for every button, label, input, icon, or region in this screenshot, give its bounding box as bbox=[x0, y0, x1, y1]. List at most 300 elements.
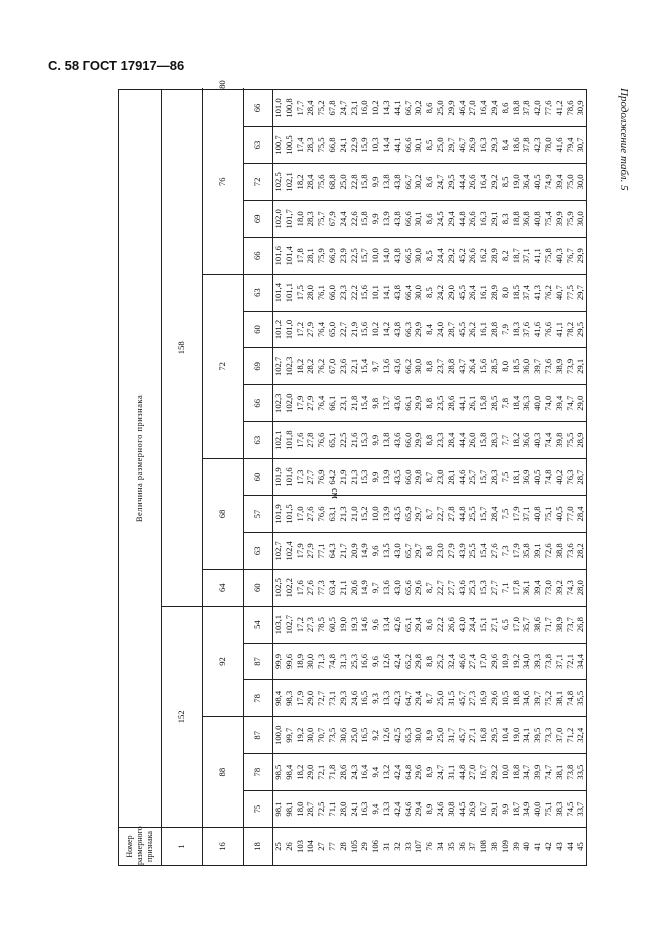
value-cell: 43,5 bbox=[392, 459, 403, 496]
value-cell: 38,3 bbox=[554, 791, 565, 828]
feature-number-cell: 45 bbox=[575, 828, 586, 866]
table-row bbox=[424, 89, 435, 865]
value-cell: 29,4 bbox=[413, 791, 424, 828]
value-cell: 27,9 bbox=[305, 311, 316, 348]
value-cell: 9,7 bbox=[370, 348, 381, 385]
page-header: С. 58 ГОСТ 17917—86 bbox=[48, 58, 185, 73]
value-cell: 73,3 bbox=[543, 717, 554, 754]
table-row bbox=[435, 89, 446, 865]
value-cell: 37,0 bbox=[554, 717, 565, 754]
value-cell: 40,2 bbox=[554, 459, 565, 496]
value-cell: 46,6 bbox=[457, 643, 468, 680]
value-cell: 17,9 bbox=[511, 495, 522, 532]
value-cell: 29,0 bbox=[446, 274, 457, 311]
value-cell: 102,7 bbox=[273, 532, 284, 569]
value-cell: 45,5 bbox=[457, 274, 468, 311]
value-cell: 16,8 bbox=[478, 717, 489, 754]
value-cell: 73,9 bbox=[565, 348, 576, 385]
value-cell: 8,5 bbox=[424, 274, 435, 311]
value-cell: 30,0 bbox=[413, 717, 424, 754]
value-cell: 64,6 bbox=[403, 791, 414, 828]
value-cell: 19,0 bbox=[511, 717, 522, 754]
value-cell: 41,1 bbox=[532, 237, 543, 274]
value-cell: 28,7 bbox=[305, 791, 316, 828]
value-cell: 45,5 bbox=[457, 311, 468, 348]
value-cell: 36,0 bbox=[521, 348, 532, 385]
value-cell: 67,9 bbox=[327, 200, 338, 237]
value-cell: 101,9 bbox=[273, 495, 284, 532]
table-row bbox=[381, 89, 392, 865]
value-cell: 74,8 bbox=[565, 680, 576, 717]
waist-col-header: 63 bbox=[244, 422, 273, 459]
value-cell: 72,1 bbox=[565, 643, 576, 680]
value-cell: 15,8 bbox=[478, 422, 489, 459]
value-cell: 29,2 bbox=[489, 754, 500, 791]
value-cell: 26,1 bbox=[467, 385, 478, 422]
value-cell: 28,9 bbox=[489, 274, 500, 311]
value-cell: 27,6 bbox=[305, 495, 316, 532]
value-cell: 19,3 bbox=[349, 606, 360, 643]
height-group-header: 152 bbox=[162, 606, 203, 827]
value-cell: 17,3 bbox=[295, 459, 306, 496]
value-cell: 41,6 bbox=[532, 311, 543, 348]
value-cell: 75,2 bbox=[316, 89, 327, 126]
value-cell: 18,8 bbox=[511, 754, 522, 791]
value-cell: 76,4 bbox=[316, 311, 327, 348]
value-cell: 10,0 bbox=[500, 754, 511, 791]
value-cell: 25,2 bbox=[435, 643, 446, 680]
value-cell: 17,9 bbox=[511, 532, 522, 569]
value-cell: 29,3 bbox=[338, 680, 349, 717]
value-cell: 44,8 bbox=[457, 495, 468, 532]
value-cell: 99,6 bbox=[284, 643, 295, 680]
value-cell: 30,0 bbox=[413, 348, 424, 385]
value-cell: 37,6 bbox=[521, 311, 532, 348]
value-cell: 15,1 bbox=[478, 606, 489, 643]
value-cell: 24,4 bbox=[467, 606, 478, 643]
feature-number-cell: 44 bbox=[565, 828, 576, 866]
table-row bbox=[403, 89, 414, 865]
value-cell: 22,5 bbox=[338, 422, 349, 459]
value-cell: 9,2 bbox=[370, 717, 381, 754]
value-cell: 25,3 bbox=[349, 643, 360, 680]
value-cell: 8,9 bbox=[424, 754, 435, 791]
value-cell: 20,6 bbox=[349, 569, 360, 606]
value-cell: 38,9 bbox=[554, 606, 565, 643]
value-cell: 40,8 bbox=[532, 200, 543, 237]
value-cell: 98,4 bbox=[273, 680, 284, 717]
waist-col-header: 78 bbox=[244, 754, 273, 791]
value-cell: 27,8 bbox=[446, 495, 457, 532]
value-cell: 101,9 bbox=[273, 459, 284, 496]
value-cell: 18,0 bbox=[295, 791, 306, 828]
value-cell: 15,2 bbox=[359, 495, 370, 532]
value-cell: 27,7 bbox=[305, 459, 316, 496]
value-cell: 13,4 bbox=[381, 606, 392, 643]
table-row bbox=[532, 89, 543, 865]
value-cell: 26,6 bbox=[446, 606, 457, 643]
value-cell: 8,6 bbox=[500, 89, 511, 126]
value-cell: 30,1 bbox=[413, 127, 424, 164]
value-cell: 29,8 bbox=[413, 459, 424, 496]
value-cell: 14,2 bbox=[381, 311, 392, 348]
value-cell: 30,7 bbox=[575, 127, 586, 164]
value-cell: 9,9 bbox=[370, 459, 381, 496]
value-cell: 77,0 bbox=[565, 495, 576, 532]
value-cell: 18,2 bbox=[511, 422, 522, 459]
value-cell: 28,7 bbox=[446, 311, 457, 348]
value-cell: 15,8 bbox=[359, 163, 370, 200]
value-cell: 26,9 bbox=[467, 791, 478, 828]
value-cell: 39,8 bbox=[554, 422, 565, 459]
value-cell: 65,3 bbox=[403, 717, 414, 754]
feature-number-cell: 77 bbox=[327, 828, 338, 866]
chest-group-header: 72 bbox=[203, 274, 244, 458]
value-cell: 43,0 bbox=[392, 532, 403, 569]
value-cell: 8,7 bbox=[424, 569, 435, 606]
value-cell: 23,0 bbox=[435, 532, 446, 569]
value-cell: 8,7 bbox=[424, 459, 435, 496]
value-cell: 36,6 bbox=[521, 422, 532, 459]
value-cell: 8,8 bbox=[424, 643, 435, 680]
value-cell: 8,2 bbox=[500, 237, 511, 274]
value-cell: 21,7 bbox=[338, 532, 349, 569]
value-cell: 30,0 bbox=[413, 237, 424, 274]
value-cell: 9,9 bbox=[370, 200, 381, 237]
value-cell: 7,1 bbox=[500, 569, 511, 606]
value-cell: 7,3 bbox=[500, 532, 511, 569]
value-cell: 102,2 bbox=[284, 569, 295, 606]
value-cell: 43,8 bbox=[392, 274, 403, 311]
value-cell: 16,1 bbox=[478, 311, 489, 348]
value-cell: 18,9 bbox=[295, 643, 306, 680]
waist-col-header: 60 bbox=[244, 569, 273, 606]
value-cell: 29,1 bbox=[575, 348, 586, 385]
value-cell: 9,9 bbox=[500, 791, 511, 828]
value-cell: 101,7 bbox=[284, 200, 295, 237]
value-cell: 102,1 bbox=[284, 163, 295, 200]
value-cell: 37,8 bbox=[521, 89, 532, 126]
value-cell: 43,6 bbox=[392, 385, 403, 422]
value-cell: 15,4 bbox=[359, 385, 370, 422]
value-cell: 71,2 bbox=[565, 717, 576, 754]
value-cell: 37,1 bbox=[521, 237, 532, 274]
value-cell: 22,5 bbox=[349, 237, 360, 274]
value-cell: 101,4 bbox=[284, 237, 295, 274]
value-cell: 24,2 bbox=[435, 274, 446, 311]
value-cell: 9,8 bbox=[370, 385, 381, 422]
value-cell: 30,6 bbox=[338, 717, 349, 754]
value-cell: 10,5 bbox=[500, 680, 511, 717]
table-row bbox=[554, 89, 565, 865]
value-cell: 8,8 bbox=[424, 385, 435, 422]
value-cell: 14,9 bbox=[359, 569, 370, 606]
value-cell: 25,0 bbox=[435, 680, 446, 717]
value-cell: 101,5 bbox=[284, 495, 295, 532]
waist-col-header: 75 bbox=[244, 791, 273, 828]
value-cell: 71,3 bbox=[316, 643, 327, 680]
waist-col-header: 66 bbox=[244, 385, 273, 422]
value-cell: 43,6 bbox=[392, 422, 403, 459]
value-cell: 29,7 bbox=[446, 127, 457, 164]
value-cell: 73,7 bbox=[565, 606, 576, 643]
value-cell: 66,2 bbox=[403, 348, 414, 385]
value-cell: 22,2 bbox=[435, 606, 446, 643]
value-cell: 7,7 bbox=[500, 422, 511, 459]
value-cell: 23,5 bbox=[435, 385, 446, 422]
value-cell: 8,0 bbox=[500, 348, 511, 385]
value-cell: 24,3 bbox=[349, 754, 360, 791]
value-cell: 37,8 bbox=[521, 127, 532, 164]
value-cell: 29,7 bbox=[575, 274, 586, 311]
value-cell: 13,5 bbox=[381, 532, 392, 569]
value-cell: 42,4 bbox=[392, 791, 403, 828]
value-cell: 66,5 bbox=[403, 237, 414, 274]
table-row bbox=[457, 89, 468, 865]
value-cell: 25,7 bbox=[467, 459, 478, 496]
value-cell: 66,7 bbox=[403, 89, 414, 126]
table-row bbox=[489, 89, 500, 865]
value-cell: 43,8 bbox=[392, 163, 403, 200]
value-cell: 9,7 bbox=[370, 569, 381, 606]
value-cell: 76,6 bbox=[543, 311, 554, 348]
table-row bbox=[316, 89, 327, 865]
value-cell: 43,9 bbox=[457, 532, 468, 569]
value-cell: 28,1 bbox=[446, 459, 457, 496]
value-cell: 35,8 bbox=[521, 532, 532, 569]
value-cell: 22,9 bbox=[349, 127, 360, 164]
value-cell: 26,9 bbox=[467, 127, 478, 164]
value-cell: 28,1 bbox=[305, 237, 316, 274]
value-cell: 43,5 bbox=[392, 495, 403, 532]
value-cell: 66,1 bbox=[403, 385, 414, 422]
value-cell: 24,7 bbox=[338, 89, 349, 126]
value-cell: 65,1 bbox=[327, 422, 338, 459]
value-cell: 41,6 bbox=[554, 127, 565, 164]
value-cell: 8,6 bbox=[424, 89, 435, 126]
value-header: Величина размерного признака bbox=[119, 89, 162, 827]
value-cell: 98,4 bbox=[284, 754, 295, 791]
value-cell: 29,4 bbox=[413, 680, 424, 717]
chest-group-header: 88 bbox=[203, 717, 244, 828]
value-cell: 65,2 bbox=[403, 643, 414, 680]
value-cell: 37,1 bbox=[521, 495, 532, 532]
value-cell: 98,1 bbox=[273, 791, 284, 828]
value-cell: 23,0 bbox=[435, 459, 446, 496]
value-cell: 30,9 bbox=[575, 89, 586, 126]
value-cell: 10,9 bbox=[500, 643, 511, 680]
value-cell: 7,5 bbox=[500, 459, 511, 496]
value-cell: 71,8 bbox=[327, 754, 338, 791]
value-cell: 39,4 bbox=[554, 163, 565, 200]
value-cell: 13,8 bbox=[381, 422, 392, 459]
value-cell: 15,4 bbox=[478, 532, 489, 569]
value-cell: 15,7 bbox=[478, 495, 489, 532]
feature-number-cell: 38 bbox=[489, 828, 500, 866]
feature-number-cell: 27 bbox=[316, 828, 327, 866]
value-cell: 29,9 bbox=[413, 311, 424, 348]
value-cell: 17,8 bbox=[511, 569, 522, 606]
value-cell: 42,5 bbox=[392, 717, 403, 754]
value-cell: 100,7 bbox=[273, 127, 284, 164]
feature-number-cell: 37 bbox=[467, 828, 478, 866]
value-cell: 33,7 bbox=[575, 791, 586, 828]
value-cell: 19,2 bbox=[295, 717, 306, 754]
value-cell: 37,1 bbox=[554, 643, 565, 680]
value-cell: 63,1 bbox=[327, 495, 338, 532]
value-cell: 28,9 bbox=[575, 422, 586, 459]
table-row bbox=[338, 89, 349, 865]
value-cell: 77,1 bbox=[316, 532, 327, 569]
value-cell: 25,0 bbox=[435, 127, 446, 164]
value-cell: 21,6 bbox=[349, 422, 360, 459]
value-cell: 14,9 bbox=[359, 532, 370, 569]
value-cell: 13,3 bbox=[381, 680, 392, 717]
feature-number-header: Номер размерного признака bbox=[119, 828, 162, 866]
value-cell: 23,7 bbox=[435, 348, 446, 385]
value-cell: 15,7 bbox=[478, 459, 489, 496]
value-cell: 36,3 bbox=[521, 385, 532, 422]
unit-label: см bbox=[329, 488, 340, 499]
value-cell: 10,1 bbox=[370, 274, 381, 311]
value-cell: 30,2 bbox=[413, 163, 424, 200]
value-cell: 28,4 bbox=[305, 163, 316, 200]
value-cell: 28,3 bbox=[305, 127, 316, 164]
value-cell: 64,7 bbox=[403, 680, 414, 717]
value-cell: 27,7 bbox=[489, 569, 500, 606]
value-cell: 29,4 bbox=[413, 606, 424, 643]
value-cell: 15,4 bbox=[359, 348, 370, 385]
value-cell: 28,4 bbox=[575, 495, 586, 532]
size-table bbox=[118, 80, 587, 866]
value-cell: 30,0 bbox=[305, 643, 316, 680]
value-cell: 73,8 bbox=[565, 754, 576, 791]
value-cell: 67,0 bbox=[327, 348, 338, 385]
value-cell: 75,6 bbox=[316, 163, 327, 200]
value-cell: 74,0 bbox=[543, 385, 554, 422]
value-cell: 39,9 bbox=[532, 754, 543, 791]
value-cell: 70,7 bbox=[316, 717, 327, 754]
feature-number-cell: 40 bbox=[521, 828, 532, 866]
value-cell: 23,9 bbox=[338, 237, 349, 274]
value-cell: 46,4 bbox=[457, 89, 468, 126]
value-cell: 29,8 bbox=[413, 643, 424, 680]
value-cell: 17,9 bbox=[295, 385, 306, 422]
value-cell: 76,3 bbox=[565, 459, 576, 496]
value-cell: 26,4 bbox=[467, 274, 478, 311]
feature-number-cell: 104 bbox=[305, 828, 316, 866]
table-row bbox=[575, 89, 586, 865]
value-cell: 29,2 bbox=[446, 237, 457, 274]
value-cell: 9,6 bbox=[370, 643, 381, 680]
value-cell: 29,1 bbox=[489, 791, 500, 828]
value-cell: 41,1 bbox=[554, 311, 565, 348]
value-cell: 44,1 bbox=[392, 89, 403, 126]
value-cell: 27,6 bbox=[305, 569, 316, 606]
value-cell: 13,6 bbox=[381, 569, 392, 606]
value-cell: 66,3 bbox=[403, 311, 414, 348]
value-cell: 16,0 bbox=[359, 89, 370, 126]
value-cell: 66,0 bbox=[327, 274, 338, 311]
value-cell: 103,1 bbox=[273, 606, 284, 643]
value-cell: 28,3 bbox=[489, 459, 500, 496]
value-cell: 29,9 bbox=[446, 89, 457, 126]
value-cell: 28,6 bbox=[446, 385, 457, 422]
value-cell: 13,9 bbox=[381, 459, 392, 496]
value-cell: 18,5 bbox=[511, 348, 522, 385]
value-cell: 27,9 bbox=[305, 385, 316, 422]
value-cell: 8,5 bbox=[424, 127, 435, 164]
value-cell: 28,0 bbox=[305, 274, 316, 311]
value-cell: 8,4 bbox=[500, 127, 511, 164]
value-cell: 101,8 bbox=[284, 422, 295, 459]
value-cell: 73,0 bbox=[543, 569, 554, 606]
value-cell: 75,1 bbox=[543, 791, 554, 828]
value-cell: 39,9 bbox=[554, 200, 565, 237]
value-cell: 44,4 bbox=[457, 163, 468, 200]
table-row bbox=[392, 89, 403, 865]
value-cell: 43,0 bbox=[457, 606, 468, 643]
value-cell: 78,0 bbox=[543, 127, 554, 164]
value-cell: 8,9 bbox=[424, 717, 435, 754]
value-cell: 37,4 bbox=[521, 274, 532, 311]
value-cell: 7,9 bbox=[500, 311, 511, 348]
value-cell: 74,8 bbox=[543, 459, 554, 496]
value-cell: 10,0 bbox=[370, 237, 381, 274]
value-cell: 7,5 bbox=[500, 495, 511, 532]
value-cell: 16,5 bbox=[359, 717, 370, 754]
value-cell: 17,6 bbox=[295, 422, 306, 459]
value-cell: 64,8 bbox=[403, 754, 414, 791]
value-cell: 22,8 bbox=[349, 163, 360, 200]
value-cell: 36,9 bbox=[521, 459, 532, 496]
value-cell: 73,6 bbox=[543, 348, 554, 385]
value-cell: 44,1 bbox=[457, 385, 468, 422]
value-cell: 27,0 bbox=[467, 754, 478, 791]
value-cell: 15,8 bbox=[359, 200, 370, 237]
feature-number-cell: 29 bbox=[359, 828, 370, 866]
table-row bbox=[327, 89, 338, 865]
value-cell: 72,5 bbox=[316, 791, 327, 828]
value-cell: 17,0 bbox=[295, 495, 306, 532]
waist-col-header: 54 bbox=[244, 606, 273, 643]
value-cell: 20,9 bbox=[349, 532, 360, 569]
waist-col-header: 69 bbox=[244, 348, 273, 385]
value-cell: 18,7 bbox=[511, 791, 522, 828]
value-cell: 27,1 bbox=[467, 717, 478, 754]
value-cell: 8,6 bbox=[424, 200, 435, 237]
value-cell: 76,4 bbox=[316, 385, 327, 422]
value-cell: 16,4 bbox=[359, 754, 370, 791]
value-cell: 77,5 bbox=[565, 274, 576, 311]
feature-num-16: 16 bbox=[203, 828, 244, 866]
value-cell: 8,5 bbox=[500, 163, 511, 200]
waist-col-header: 78 bbox=[244, 680, 273, 717]
value-cell: 29,0 bbox=[575, 385, 586, 422]
rotated-table-container bbox=[118, 80, 625, 866]
value-cell: 16,2 bbox=[478, 237, 489, 274]
value-cell: 9,3 bbox=[370, 680, 381, 717]
value-cell: 22,7 bbox=[435, 495, 446, 532]
value-cell: 75,7 bbox=[316, 200, 327, 237]
feature-num-18: 18 bbox=[244, 828, 273, 866]
value-cell: 39,5 bbox=[532, 717, 543, 754]
waist-col-header: 57 bbox=[244, 495, 273, 532]
value-cell: 40,8 bbox=[532, 495, 543, 532]
value-cell: 77,3 bbox=[316, 569, 327, 606]
table-row bbox=[500, 89, 511, 865]
value-cell: 18,2 bbox=[295, 163, 306, 200]
